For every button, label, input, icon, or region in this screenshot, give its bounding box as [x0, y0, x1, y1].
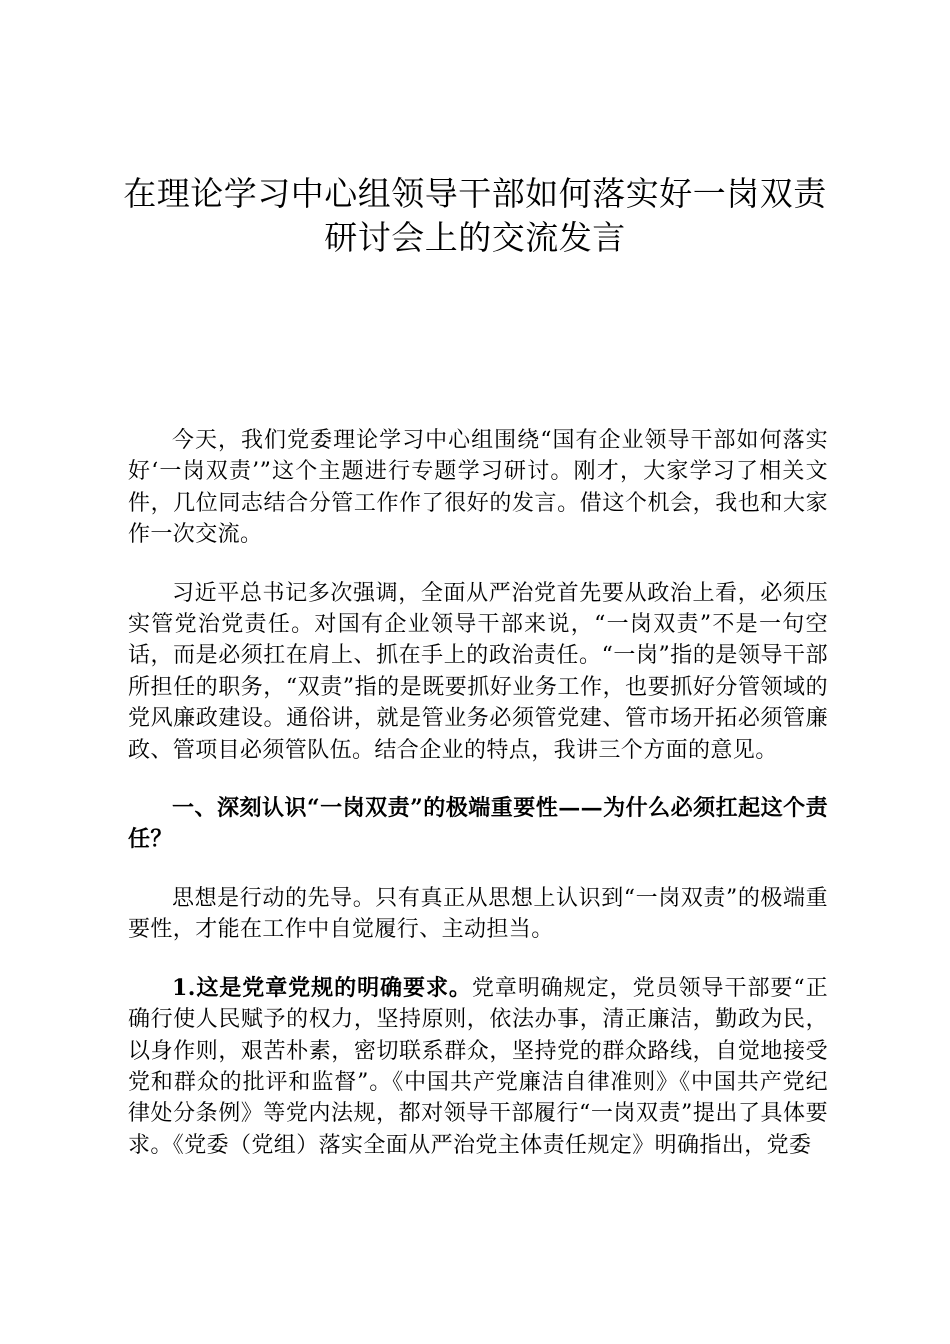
document-title: 在理论学习中心组领导干部如何落实好一岗双责研讨会上的交流发言	[123, 174, 827, 257]
paragraph-intro: 今天，我们党委理论学习中心组围绕“国有企业领导干部如何落实好‘一岗双责’”这个主题进行专题学习研讨。刚才，大家学习了相关文件，几位同志结合分管工作作了很好的发言。借这个机会，我也和大家作一次交流。	[128, 428, 828, 548]
point-one-lead: 1.这是党章党规的明确要求。	[172, 974, 472, 1001]
paragraph-context: 习近平总书记多次强调，全面从严治党首先要从政治上看，必须压实管党治党责任。对国有企业领导干部来说，“一岗双责”不是一句空话，而是必须扛在肩上、抓在手上的政治责任。“一岗”指的是领导干部所担任的职务，“双责”指的是既要抓好业务工作，也要抓好分管领域的党风廉政建设。通俗讲，就是管业务必须管党建、管市场开拓必须管廉政、管项目必须管队伍。结合企业的特点，我讲三个方面的意见。	[128, 580, 828, 763]
paragraph-point-one	[128, 973, 828, 1161]
section-heading-one: 一、深刻认识“一岗双责”的极端重要性——为什么必须扛起这个责任？	[128, 795, 828, 853]
point-one-text: 党章明确规定，党员领导干部要“正确行使人民赋予的权力，坚持原则，依法办事，清正廉洁，勤政为民，以身作则，艰苦朴素，密切联系群众，坚持党的群众路线，自觉地接受党和群众的批评和监督”。《中国共产党廉洁自律准则》《中国共产党纪律处分条例》等党内法规，都对领导干部履行“一岗双责”提出了具体要求。《党委（党组）落实全面从严治党主体责任规定》明确指出，党委	[128, 975, 828, 1158]
paragraph-thought: 思想是行动的先导。只有真正从思想上认识到“一岗双责”的极端重要性，才能在工作中自觉履行、主动担当。	[128, 885, 828, 943]
document-body	[128, 425, 828, 1188]
